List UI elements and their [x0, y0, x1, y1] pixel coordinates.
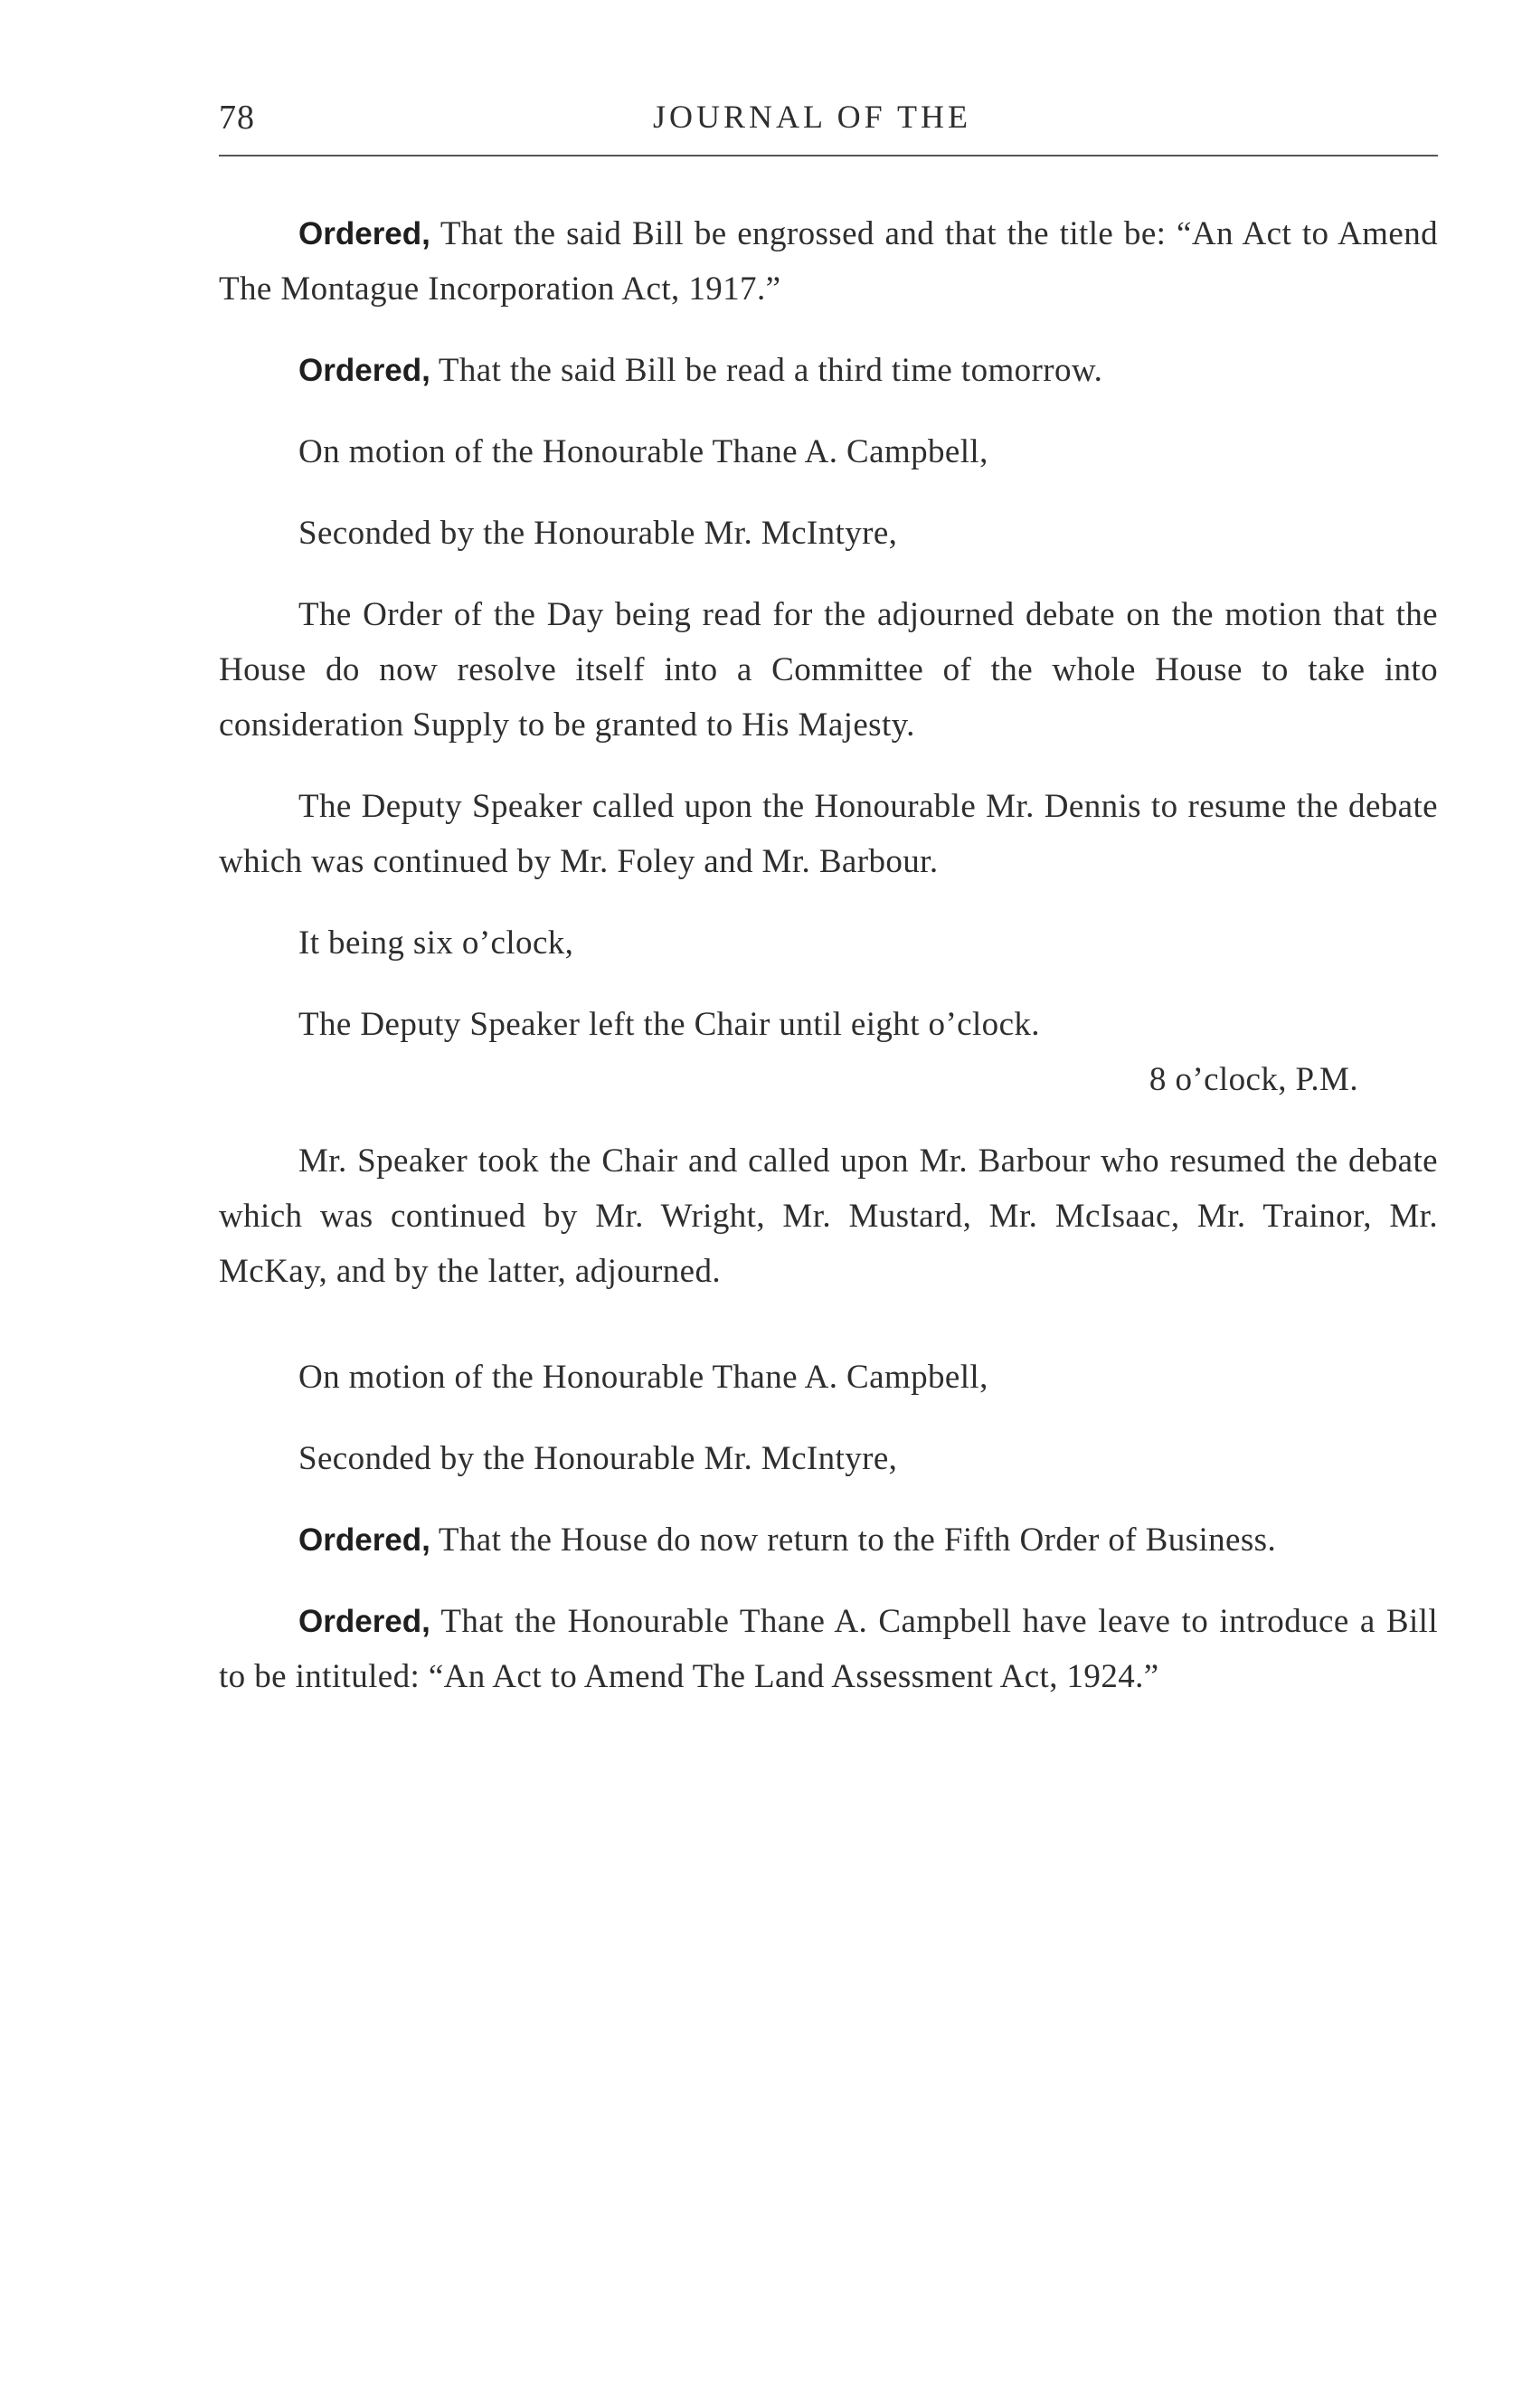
- paragraph-text: That the said Bill be engrossed and that the title be: “An Act to Amend The Montague Incorporation Act, 1917.”: [219, 215, 1438, 308]
- header-rule: [219, 155, 1438, 156]
- paragraph-six-oclock: It being six o’clock,: [298, 924, 574, 962]
- paragraph-ordered-fifth-order: [219, 1512, 1438, 1568]
- journal-body: [219, 206, 1438, 1704]
- paragraph-ordered-engrossed: [219, 206, 1438, 317]
- paragraph-motion: On motion of the Honourable Thane A. Campbell,: [298, 433, 988, 470]
- paragraph-seconded: Seconded by the Honourable Mr. McIntyre,: [298, 515, 898, 552]
- paragraph-deputy-speaker-left: The Deputy Speaker left the Chair until eight o’clock.: [298, 1006, 1040, 1043]
- paragraph-ordered-third-reading: [219, 343, 1438, 398]
- paragraph-lead: Ordered,: [298, 1522, 430, 1558]
- paragraph-order-of-day: The Order of the Day being read for the adjourned debate on the motion that the House do now resolve itself into a Committee of the whole House to take into consideration Supply to be granted to His Majesty.: [219, 596, 1438, 744]
- paragraph-ordered-leave-bill: [219, 1594, 1438, 1704]
- paragraph-motion-2: On motion of the Honourable Thane A. Campbell,: [298, 1359, 988, 1396]
- paragraph-text: That the House do now return to the Fifth Order of Business.: [430, 1522, 1277, 1559]
- paragraph-deputy-speaker-called: The Deputy Speaker called upon the Honourable Mr. Dennis to resume the debate which was continued by Mr. Foley and Mr. Barbour.: [219, 788, 1438, 880]
- paragraph-lead: Ordered,: [298, 216, 430, 251]
- paragraph-lead: Ordered,: [298, 353, 430, 388]
- evening-time-note: 8 o’clock, P.M.: [1149, 1061, 1358, 1098]
- paragraph-speaker-took-chair: Mr. Speaker took the Chair and called upon Mr. Barbour who resumed the debate which was continued by Mr. Wright, Mr. Mustard, Mr. McIsaac, Mr. Trainor, Mr. McKay, and by the latter, adjourned.: [219, 1142, 1438, 1290]
- running-head: JOURNAL OF THE: [653, 99, 972, 135]
- paragraph-text: That the said Bill be read a third time tomorrow.: [430, 352, 1103, 389]
- page-header: [219, 98, 1438, 152]
- paragraph-text: That the Honourable Thane A. Campbell have leave to introduce a Bill to be intituled: “An Act to Amend The Land Assessment Act, 1924.”: [219, 1603, 1438, 1695]
- page-number: 78: [219, 99, 255, 137]
- paragraph-seconded-2: Seconded by the Honourable Mr. McIntyre,: [298, 1440, 898, 1477]
- paragraph-lead: Ordered,: [298, 1604, 430, 1639]
